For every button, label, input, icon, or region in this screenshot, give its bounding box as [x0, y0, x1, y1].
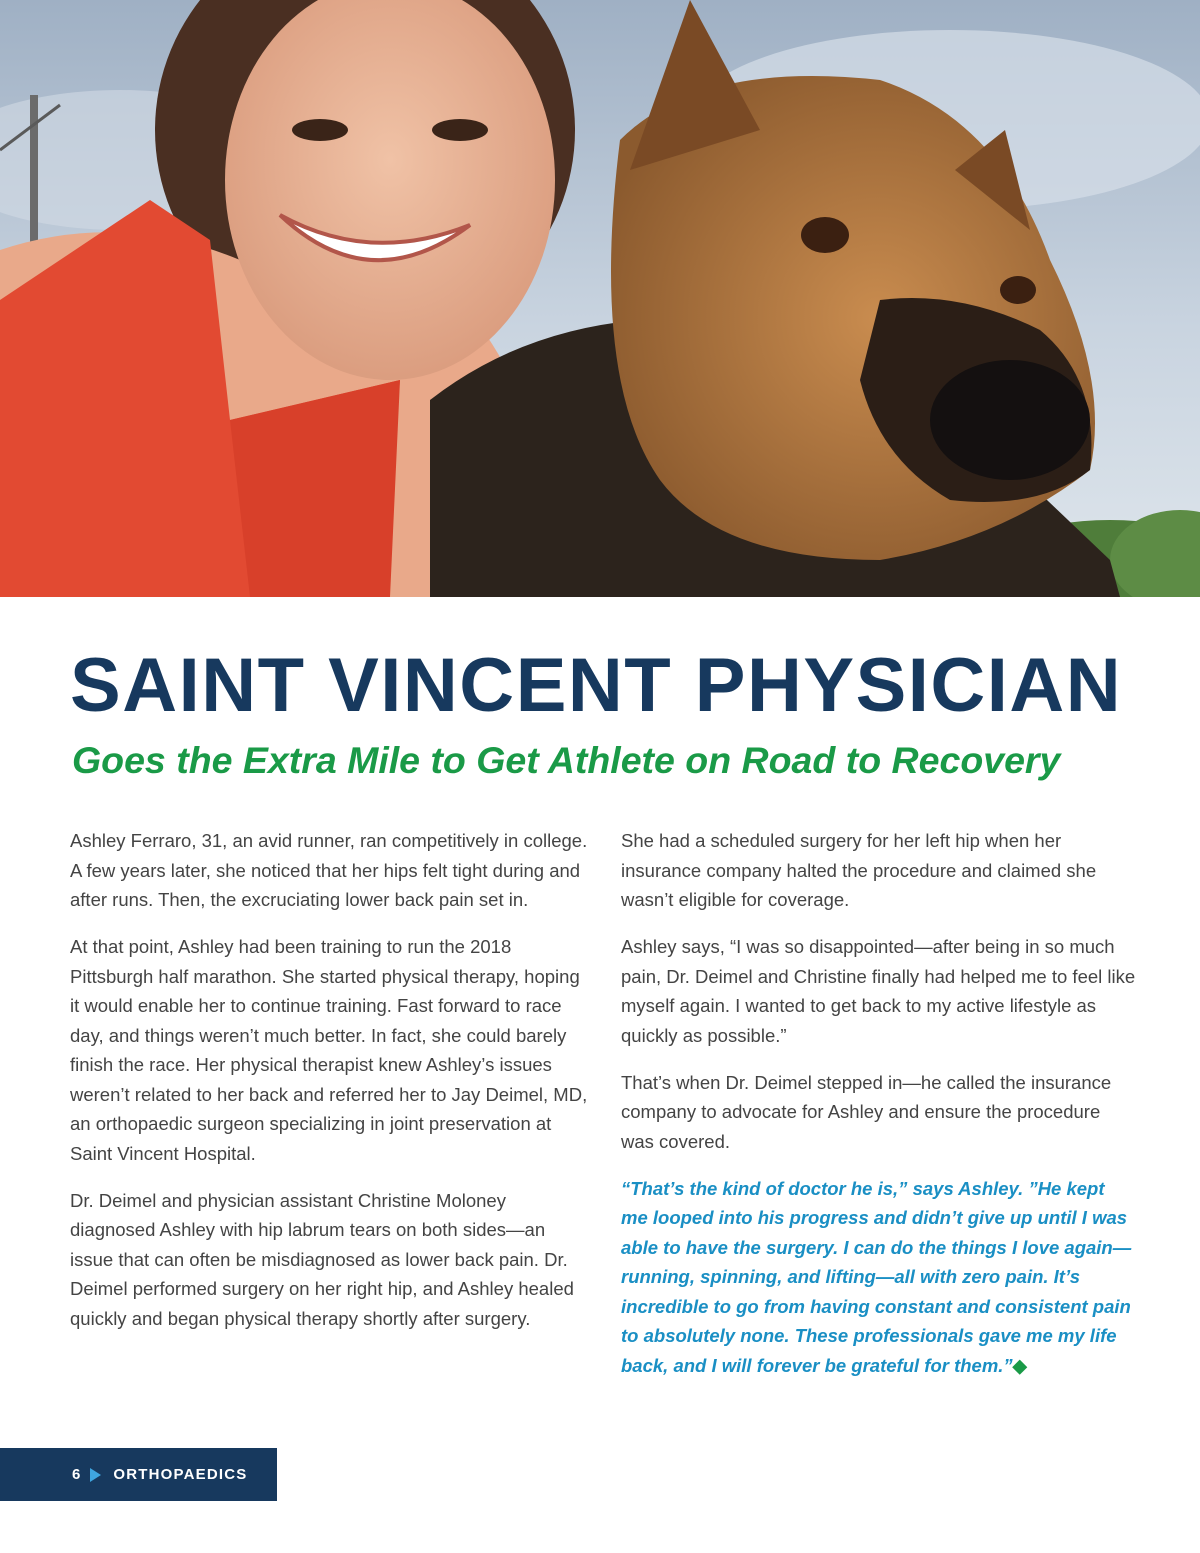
play-arrow-icon [90, 1468, 101, 1482]
paragraph: At that point, Ashley had been training to run the 2018 Pittsburgh half marathon. She started physical therapy, hoping it would enable her to continue training. Fast forward to race day, and things weren’t much better. In fact, she could barely finish the race. Her physical therapist knew Ashley’s issues weren’t related to her back and referred her to Jay Deimel, MD, an orthopaedic surgeon specializing in joint preservation at Saint Vincent Hospital. [70, 936, 588, 1164]
paragraph: Ashley says, “I was so disappointed—after being in so much pain, Dr. Deimel and Christine finally had helped me to feel like myself again. I wanted to get back to my active lifestyle as quickly as possible.” [621, 936, 1136, 1046]
paragraph: She had a scheduled surgery for her left hip when her insurance company halted the procedure and claimed she wasn’t eligible for coverage. [621, 830, 1097, 910]
paragraph: Ashley Ferraro, 31, an avid runner, ran competitively in college. A few years later, she noticed that her hips felt tight during and after runs. Then, the excruciating lower back pain set in. [70, 830, 588, 910]
page-subtitle: Goes the Extra Mile to Get Athlete on Road to Recovery [72, 739, 1061, 781]
pull-quote [621, 1174, 1136, 1381]
article-left-column [70, 826, 590, 1351]
article-right-column [621, 826, 1136, 1398]
end-mark-diamond-icon: ◆ [1012, 1354, 1027, 1376]
photo-woman-and-dog-image [0, 0, 1200, 597]
quote-text: “That’s the kind of doctor he is,” says Ashley. ”He kept me looped into his progress and didn’t give up until I was able to have the surgery. I can do the things I love again—running, spinning, and lifting—all with zero pain. It’s incredible to go from having constant and consistent pain to absolutely none. These professionals gave me my life back, and I will forever be grateful for them.” [621, 1177, 1132, 1376]
section-label: ORTHOPAEDICS [113, 1466, 248, 1483]
page-footer-tab [0, 1448, 277, 1501]
page-title: SAINT VINCENT PHYSICIAN [70, 643, 1123, 728]
paragraph: That’s when Dr. Deimel stepped in—he called the insurance company to advocate for Ashley and ensure the procedure was covered. [621, 1071, 1112, 1152]
page-number: 6 [72, 1466, 81, 1483]
paragraph: Dr. Deimel and physician assistant Christine Moloney diagnosed Ashley with hip labrum tears on both sides—an issue that can often be misdiagnosed as lower back pain. Dr. Deimel performed surgery on her right hip, and Ashley healed quickly and began physical therapy shortly after surgery. [70, 1189, 574, 1329]
hero-photo [0, 0, 1200, 597]
